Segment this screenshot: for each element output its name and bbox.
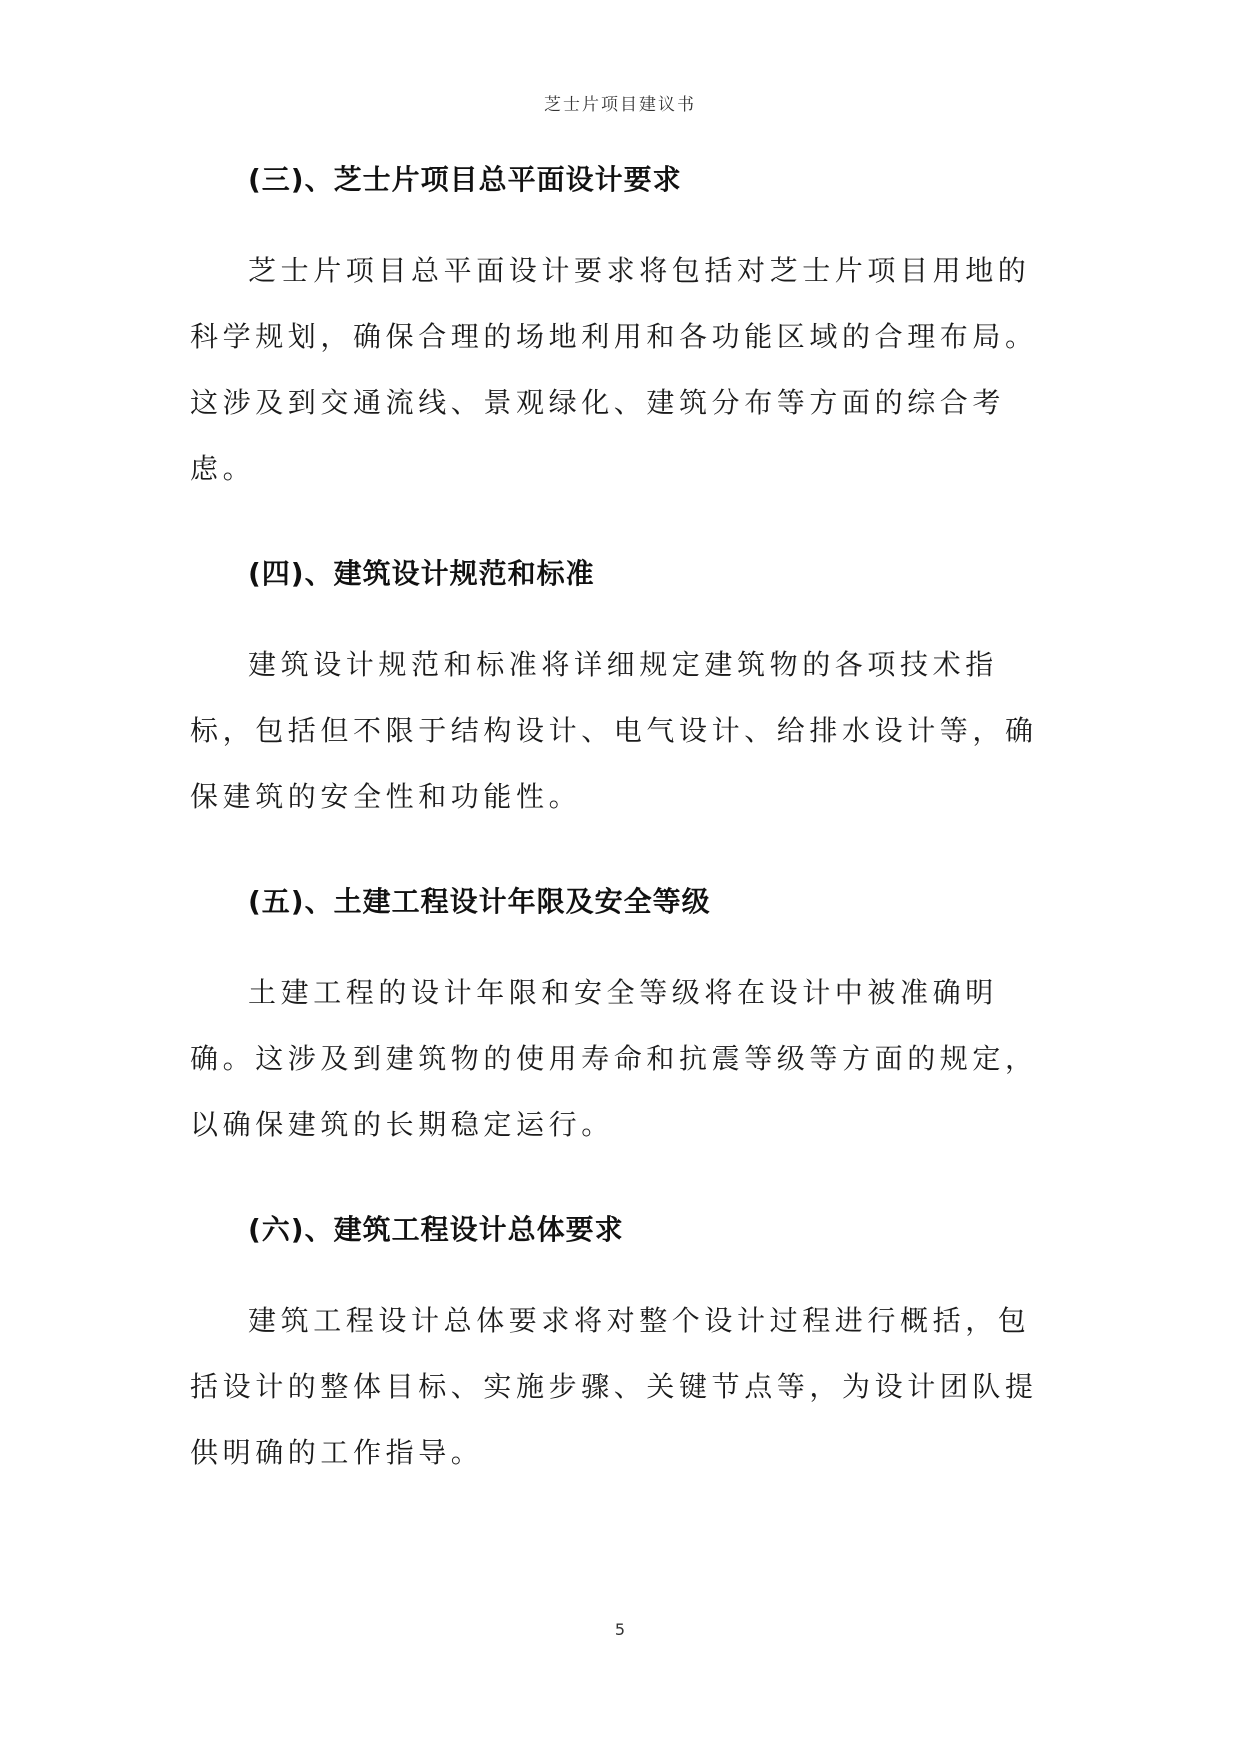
section-heading: (五)、土建工程设计年限及安全等级 [248, 885, 711, 918]
section-paragraph: 芝士片项目总平面设计要求将包括对芝士片项目用地的科学规划，确保合理的场地利用和各功能区域的合理布局。这涉及到交通流线、景观绿化、建筑分布等方面的综合考虑。 [190, 254, 1038, 485]
section-paragraph: 建筑设计规范和标准将详细规定建筑物的各项技术指标，包括但不限于结构设计、电气设计、给排水设计等，确保建筑的安全性和功能性。 [190, 648, 1038, 813]
section-4 [190, 554, 1050, 830]
section-3 [190, 160, 1050, 502]
section-heading: (三)、芝士片项目总平面设计要求 [248, 163, 682, 196]
document-body [190, 160, 1050, 1538]
section-heading: (六)、建筑工程设计总体要求 [248, 1213, 624, 1246]
section-5 [190, 882, 1050, 1158]
section-paragraph: 建筑工程设计总体要求将对整个设计过程进行概括，包括设计的整体目标、实施步骤、关键节点等，为设计团队提供明确的工作指导。 [190, 1304, 1038, 1469]
section-paragraph: 土建工程的设计年限和安全等级将在设计中被准确明确。这涉及到建筑物的使用寿命和抗震等级等方面的规定，以确保建筑的长期稳定运行。 [190, 976, 1038, 1141]
page-header: 芝士片项目建议书 [544, 95, 696, 115]
page-number: 5 [614, 1620, 626, 1639]
section-6 [190, 1210, 1050, 1486]
section-heading: (四)、建筑设计规范和标准 [248, 557, 595, 590]
